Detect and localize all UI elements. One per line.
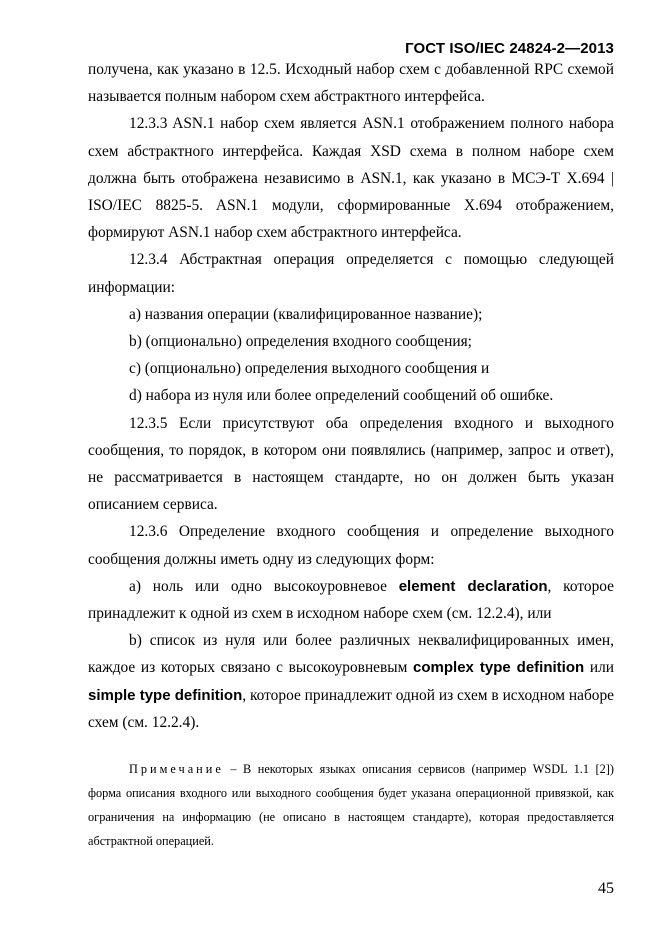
document-header: ГОСТ ISO/IEC 24824-2—2013 — [405, 40, 614, 57]
list-item-b: b) (опционально) определения входного сообщения; — [129, 333, 472, 351]
note-text: – В некоторых языках описания сервисов (например WSDL 1.1 [2]) форма описания входного или выходного сообщения будет указана операционной привязкой, как ограничения на информацию (не описано в настоящем стандарте), которая предоставляется абстрактной операцией. — [88, 762, 614, 848]
paragraph-12-3-4: 12.3.4 Абстрактная операция определяется с помощью следующей информации: — [88, 251, 614, 296]
element-declaration-term: element declaration — [398, 577, 548, 595]
form-b-prefix: b) список из нуля или более различных неквалифицированных имен, каждое из которых связано с высокоуровневым — [88, 632, 614, 677]
list-item-c: c) (опционально) определения выходного сообщения и — [129, 360, 490, 378]
complex-type-definition-term: complex type definition — [413, 659, 585, 677]
list-item-d: d) набора из нуля или более определений сообщений об ошибке. — [129, 387, 554, 405]
form-b-middle: или — [584, 659, 614, 677]
note-block — [88, 757, 614, 853]
form-a-suffix: , которое принадлежит к одной из схем в исходном наборе схем (см. 12.2.4), или — [88, 577, 614, 623]
form-a-prefix: a) ноль или одно высокоуровневое — [129, 577, 399, 595]
form-item-a — [88, 573, 614, 627]
page-number: 45 — [598, 880, 614, 897]
form-b-suffix: , которое принадлежит одной из схем в исходном наборе схем (см. 12.2.4). — [88, 686, 615, 731]
note-label: Примечание — [129, 762, 224, 776]
document-body — [88, 56, 614, 736]
paragraph-12-3-3: 12.3.3 ASN.1 набор схем является ASN.1 отображением полного набора схем абстрактного интерфейса. Каждая XSD схема в полном наборе схем должна быть отображена независимо в ASN.1, как указано в МСЭ-Т X.694 | ISO/IEC 8825-5. ASN.1 модули, сформированные X.694 отображением, формируют ASN.1 набор схем абстрактного интерфейса. — [88, 115, 614, 242]
paragraph-12-3-6: 12.3.6 Определение входного сообщения и определение выходного сообщения должны иметь одну из следующих форм: — [88, 523, 614, 568]
simple-type-definition-term: simple type definition — [88, 686, 243, 704]
paragraph-12-3-5: 12.3.5 Если присутствуют оба определения входного и выходного сообщения, то порядок, в котором они появлялись (например, запрос и ответ), не рассматривается в настоящем стандарте, но он должен быть указан описанием сервиса. — [88, 414, 614, 514]
paragraph-continuation: получена, как указано в 12.5. Исходный набор схем с добавленной RPC схемой называется полным набором схем абстрактного интерфейса. — [88, 61, 614, 106]
list-item-a: a) названия операции (квалифицированное название); — [129, 305, 483, 323]
form-item-b — [88, 627, 614, 736]
